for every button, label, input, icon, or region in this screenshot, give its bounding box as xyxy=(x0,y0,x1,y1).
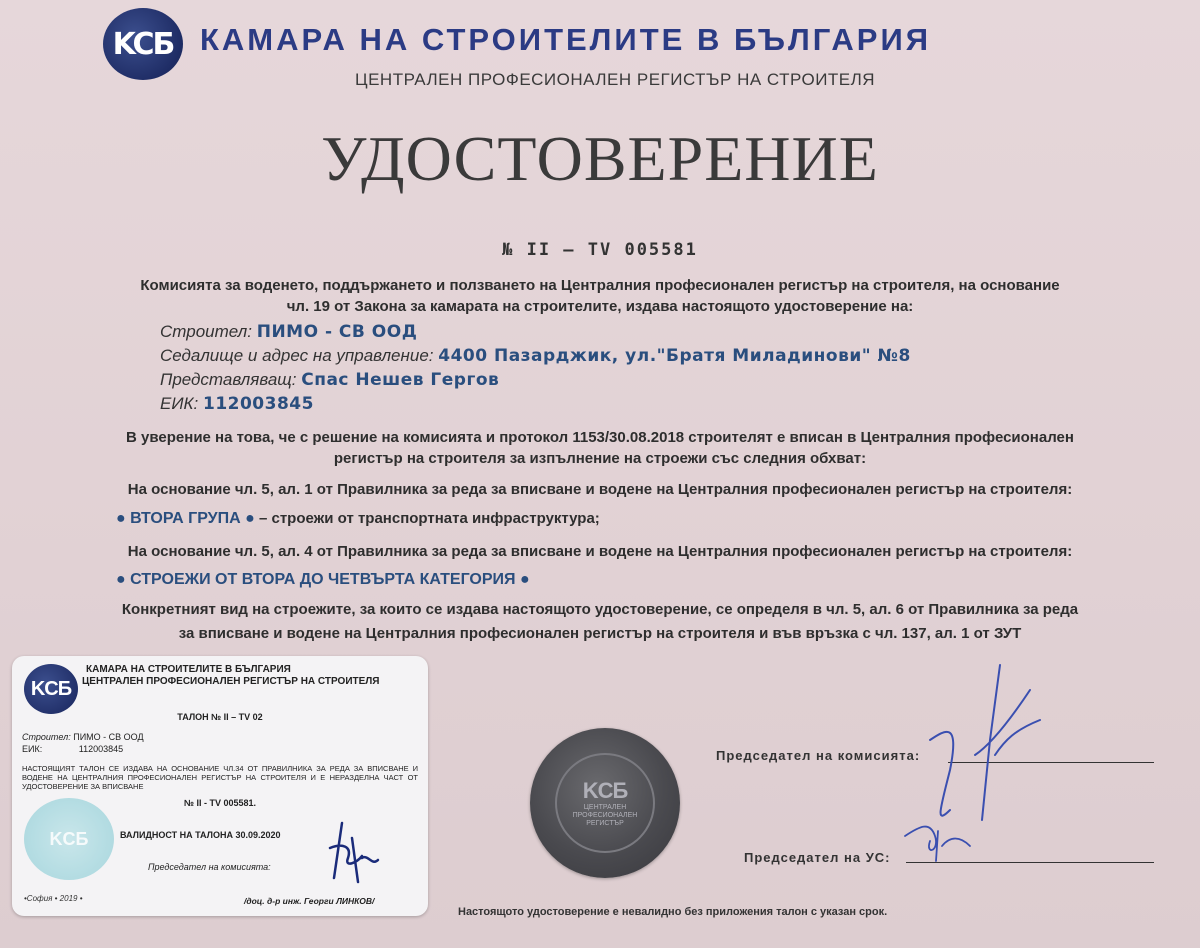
card-validity: ВАЛИДНОСТ НА ТАЛОНА 30.09.2020 xyxy=(120,830,281,840)
footer-note: Настоящото удостоверение е невалидно без приложения талон с указан срок. xyxy=(458,906,888,918)
seal-logo: KCБ xyxy=(582,778,628,803)
card-header-2: ЦЕНТРАЛЕН ПРОФЕСИОНАЛЕН РЕГИСТЪР НА СТРОИТЕЛЯ xyxy=(82,676,380,687)
commission-chair-signature xyxy=(920,660,1050,830)
board-chair-signature xyxy=(900,816,990,866)
org-subtitle: ЦЕНТРАЛЕН ПРОФЕСИОНАЛЕН РЕГИСТЪР НА СТРОИТЕЛЯ xyxy=(355,70,876,89)
card-talon-number: ТАЛОН № II – TV 02 xyxy=(177,712,263,722)
final-line-2: за вписване и водене на Централния професионален регистър на строителя и във връзка с чл. 137, ал. 1 от ЗУТ xyxy=(178,625,1022,642)
card-eik-row xyxy=(22,744,123,754)
board-chair-label: Председател на УС: xyxy=(744,850,891,865)
card-builder-row xyxy=(22,732,144,742)
builder-row xyxy=(160,320,911,344)
scope-line-2: регистър на строителя за изпълнение на строежи със следния обхват: xyxy=(333,450,867,467)
card-seal: KCБ xyxy=(24,798,114,880)
card-city-year: •София • 2019 • xyxy=(24,894,83,903)
group-2: ● СТРОЕЖИ ОТ ВТОРА ДО ЧЕТВЪРТА КАТЕГОРИЯ ● xyxy=(116,571,530,588)
builder-value: ПИМО - СВ ООД xyxy=(256,322,418,342)
intro-line-1: Комисията за воденето, поддържането и ползването на Централния професионален регистър на строителя, на основание xyxy=(140,277,1060,294)
scope-line-1: В уверение на това, че с решение на комисията и протокол 1153/30.08.2018 строителят е вписан в Централния професионален xyxy=(126,429,1074,446)
official-seal xyxy=(530,728,680,878)
final-line-1: Конкретният вид на строежите, за които се издава настоящото удостоверение, се определя в чл. 5, ал. 6 от Правилника за реда xyxy=(121,601,1079,618)
basis-1: На основание чл. 5, ал. 1 от Правилника за реда за вписване и водене на Централния професионален регистър на строителя: xyxy=(127,481,1073,498)
card-header-1: КАМАРА НА СТРОИТЕЛИТЕ В БЪЛГАРИЯ xyxy=(86,664,291,675)
org-title: КАМАРА НА СТРОИТЕЛИТЕ В БЪЛГАРИЯ xyxy=(200,22,932,57)
seal-inner xyxy=(555,753,655,853)
card-certificate-number: № II - TV 005581. xyxy=(183,798,257,808)
card-eik-value: 112003845 xyxy=(78,744,124,754)
card-logo: KCБ xyxy=(24,664,78,714)
kcb-logo: KCБ xyxy=(103,8,183,80)
eik-row xyxy=(160,392,911,416)
card-signer-name: /доц. д-р инж. Георги ЛИНКОВ/ xyxy=(244,896,375,906)
card-builder-label: Строител: xyxy=(22,732,71,742)
certificate-number: № II – TV 005581 xyxy=(502,240,698,260)
card-note: НАСТОЯЩИЯТ ТАЛОН СЕ ИЗДАВА НА ОСНОВАНИЕ ЧЛ.34 ОТ ПРАВИЛНИКА ЗА РЕДА ЗА ВПИСВАНЕ И ВОДЕНЕ НА ЦЕНТРАЛНИЯ ПРОФЕСИОНАЛЕН РЕГИСТЪР НА СТРОИТЕЛЯ И Е НЕРАЗДЕЛНА ЧАСТ ОТ УДОСТОВЕРЕНИЕ ЗА ВПИСВАНЕ xyxy=(22,764,418,791)
card-eik-label: ЕИК: xyxy=(22,744,43,754)
address-row xyxy=(160,344,911,368)
builder-details xyxy=(160,320,911,416)
basis-2: На основание чл. 5, ал. 4 от Правилника за реда за вписване и водене на Централния професионален регистър на строителя: xyxy=(127,543,1073,560)
intro-line-2: чл. 19 от Закона за камарата на строителите, издава настоящото удостоверение на: xyxy=(286,298,914,315)
eik-value: 112003845 xyxy=(202,394,314,414)
representative-label: Представляващ: xyxy=(160,370,297,389)
group-1-description: – строежи от транспортната инфраструктура; xyxy=(254,510,600,527)
representative-value: Спас Нешев Гергов xyxy=(301,370,500,390)
group-1-label: ● ВТОРА ГРУПА ● xyxy=(116,510,255,527)
builder-label: Строител: xyxy=(160,322,252,341)
card-signature xyxy=(312,818,392,888)
card-builder-value: ПИМО - СВ ООД xyxy=(73,732,144,742)
seal-inner-text: ЦЕНТРАЛЕН ПРОФЕСИОНАЛЕН РЕГИСТЪР xyxy=(572,804,638,827)
commission-chair-label: Председател на комисията: xyxy=(716,748,921,763)
card-chair-label: Председател на комисията: xyxy=(148,862,271,872)
representative-row xyxy=(160,368,911,392)
group-1 xyxy=(116,510,600,528)
address-label: Седалище и адрес на управление: xyxy=(160,346,434,365)
talon-card xyxy=(12,656,428,916)
address-value: 4400 Пазарджик, ул."Братя Миладинови" №8 xyxy=(438,346,911,366)
final-paragraph xyxy=(0,598,1200,646)
scope-paragraph xyxy=(0,427,1200,469)
eik-label: ЕИК: xyxy=(160,394,199,413)
document-title: УДОСТОВЕРЕНИЕ xyxy=(321,123,879,194)
intro-paragraph xyxy=(0,275,1200,317)
